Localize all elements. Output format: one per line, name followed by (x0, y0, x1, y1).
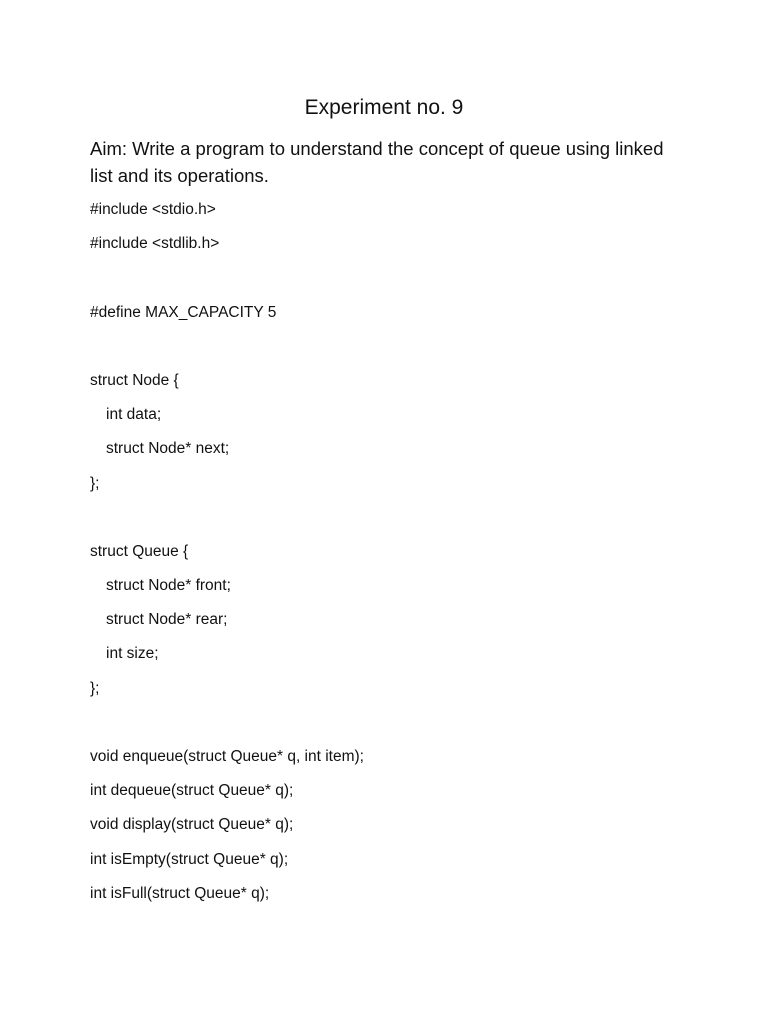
code-line-struct-node-open: struct Node { (90, 371, 179, 389)
code-line-node-next: struct Node* next; (106, 440, 230, 458)
code-line-dequeue-prototype: int dequeue(struct Queue* q); (90, 782, 294, 800)
code-line-define: #define MAX_CAPACITY 5 (90, 303, 277, 321)
code-line-struct-queue-close: }; (90, 679, 100, 697)
code-line-queue-size: int size; (106, 645, 159, 663)
code-line-blank (90, 712, 710, 746)
aim-paragraph: Aim: Write a program to understand the concept of queue using linked list and its operations. (90, 138, 664, 186)
code-line-queue-front: struct Node* front; (106, 577, 231, 595)
code-line-struct-node-close: }; (90, 474, 100, 492)
code-line-blank (90, 507, 710, 541)
code-line-queue-rear: struct Node* rear; (106, 611, 228, 629)
code-line-display-prototype: void display(struct Queue* q); (90, 816, 294, 834)
code-line-blank (90, 336, 710, 370)
code-line-include-stdlib: #include <stdlib.h> (90, 235, 220, 253)
code-line-isfull-prototype: int isFull(struct Queue* q); (90, 884, 270, 902)
code-line-include-stdio: #include <stdio.h> (90, 201, 216, 218)
code-line-node-data: int data; (106, 406, 162, 424)
code-line-enqueue-prototype: void enqueue(struct Queue* q, int item); (90, 748, 364, 765)
page-title: Experiment no. 9 (304, 96, 464, 119)
code-line-blank (90, 267, 710, 301)
code-block (90, 199, 710, 917)
code-line-isempty-prototype: int isEmpty(struct Queue* q); (90, 850, 289, 868)
code-line-struct-queue-open: struct Queue { (90, 542, 189, 560)
